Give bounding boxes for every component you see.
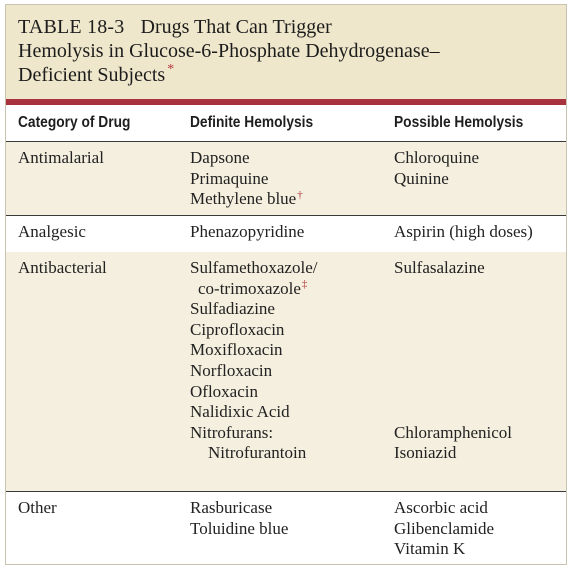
definite-cell <box>190 258 317 464</box>
header-definite-hemolysis: Definite Hemolysis <box>190 114 314 131</box>
drug-item: Toluidine blue <box>190 518 289 538</box>
drug-item: Phenazopyridine <box>190 222 305 241</box>
drug-item: Chloroquine <box>394 148 479 167</box>
caption-title-line-3: Deficient Subjects <box>18 64 166 86</box>
table-number: TABLE 18-3 <box>18 16 125 38</box>
drug-item: Sulfadiazine <box>190 299 275 319</box>
drug-item: Ascorbic acid <box>394 498 488 517</box>
drug-item: Nalidixic Acid <box>190 402 290 422</box>
caption-line-3 <box>18 63 548 87</box>
drug-item: Dapsone <box>190 148 250 167</box>
category-cell: Antibacterial <box>18 258 107 277</box>
drug-item: co-trimoxazole <box>198 278 301 298</box>
table-caption <box>6 5 566 99</box>
drug-item: Methylene blue <box>190 189 297 209</box>
drug-item-with-mark <box>190 189 303 210</box>
caption-title-line-2: Hemolysis in Glucose-6-Phosphate Dehydrogenase– <box>18 40 440 62</box>
drug-item: Vitamin K <box>394 539 466 559</box>
possible-cell <box>394 148 479 189</box>
caption-line-1 <box>18 15 548 39</box>
definite-cell <box>190 148 303 210</box>
spacer <box>394 279 512 423</box>
header-possible-hemolysis: Possible Hemolysis <box>394 114 524 131</box>
drug-item: Aspirin (high doses) <box>394 222 533 241</box>
category-cell: Other <box>18 498 57 517</box>
caption-footnote-mark: * <box>167 62 175 78</box>
header-category: Category of Drug <box>18 114 131 131</box>
table-row-analgesic <box>6 216 566 252</box>
drug-item: Ofloxacin <box>190 381 258 401</box>
drug-item: Norfloxacin <box>190 360 273 380</box>
drug-item-with-mark <box>190 279 317 300</box>
drug-item: Chloramphenicol <box>394 422 513 442</box>
table-row-antibacterial <box>6 252 566 492</box>
footnote-mark: ‡ <box>301 277 308 290</box>
caption-title-line-1: Drugs That Can Trigger <box>140 16 332 38</box>
drug-item: Moxifloxacin <box>190 340 283 360</box>
drug-item: Nitrofurantoin <box>208 443 307 463</box>
definite-cell <box>190 222 304 243</box>
drug-table <box>5 4 567 565</box>
caption-text <box>18 15 548 87</box>
definite-cell <box>190 498 288 539</box>
table-header-row <box>6 105 566 142</box>
category-cell: Antimalarial <box>18 148 104 167</box>
possible-cell <box>394 222 533 243</box>
table-row-other <box>6 492 566 566</box>
drug-item: Quinine <box>394 168 449 188</box>
drug-item: Isoniazid <box>394 443 457 463</box>
drug-item: Ciprofloxacin <box>190 319 285 339</box>
category-cell: Analgesic <box>18 222 86 241</box>
drug-item: Primaquine <box>190 168 269 188</box>
drug-item: Sulfasalazine <box>394 258 485 277</box>
drug-item: Sulfamethoxazole/ <box>190 258 318 277</box>
drug-item: Rasburicase <box>190 498 273 517</box>
table-row-antimalarial <box>6 142 566 216</box>
possible-cell <box>394 498 494 560</box>
footnote-mark: † <box>297 188 303 201</box>
possible-cell <box>394 258 512 464</box>
drug-item: Glibenclamide <box>394 518 495 538</box>
drug-item: Nitrofurans: <box>190 422 274 442</box>
